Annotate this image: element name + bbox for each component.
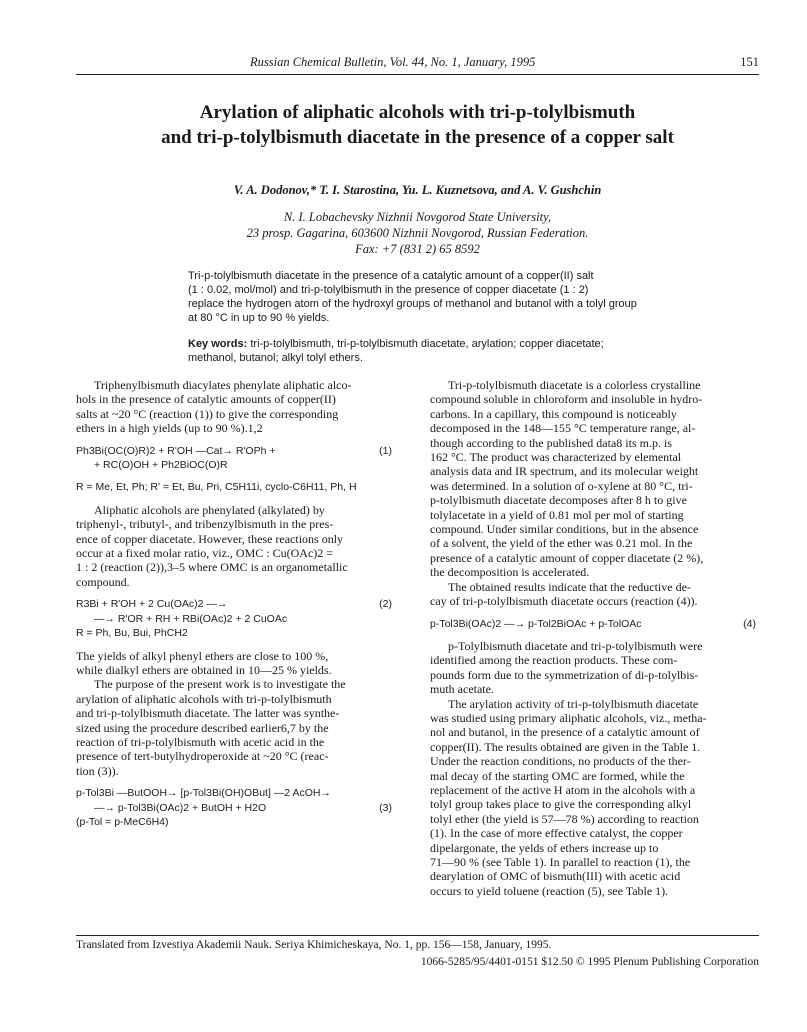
equation-3 <box>76 786 396 800</box>
text-line: The obtained results indicate that the reductive de- <box>448 579 691 594</box>
text-line: (1). In the case of more effective catalyst, the copper <box>430 826 683 841</box>
title-line: Arylation of aliphatic alcohols with tri-p-tolylbismuth <box>199 102 636 123</box>
equation-number: (1) <box>379 444 392 457</box>
equation-1 <box>76 444 396 458</box>
text-line: dipelargonate, the yelds of ethers increase up to <box>430 840 659 855</box>
text-line: muth acetate. <box>430 682 494 697</box>
text-line: nol and butanol, in the presence of a catalytic amount of <box>430 725 700 740</box>
keywords-text: tri-p-tolylbismuth, tri-p-tolylbismuth diacetate, arylation; copper diacetate; <box>250 338 604 350</box>
text-line: 1 : 2 (reaction (2)),3–5 where OMC is an organometallic <box>76 560 348 575</box>
equation-1-cont: + RC(O)OH + Ph2BiOC(O)R <box>94 459 228 472</box>
text-line: hols in the presence of catalytic amounts of copper(II) <box>76 392 336 407</box>
text-line: Aliphatic alcohols are phenylated (alkylated) by <box>94 502 325 517</box>
affiliation-line: Fax: +7 (831 2) 65 8592 <box>355 242 480 256</box>
text-line: decomposed in the 148—155 °C temperature range, al- <box>430 421 696 436</box>
text-line: was determined. In a solution of o-xylene at 80 °C, tri- <box>430 478 693 493</box>
footer-rule <box>76 935 759 936</box>
abstract-line: Tri-p-tolylbismuth diacetate in the presence of a catalytic amount of a copper(II) salt <box>188 270 594 282</box>
text-line: though according to the published data8 its m.p. is <box>430 435 672 450</box>
text-line: ethers in a high yields (up to 90 %).1,2 <box>76 421 263 436</box>
title-line: and tri-p-tolylbismuth diacetate in the presence of a copper salt <box>161 127 674 148</box>
equation-2 <box>76 597 396 611</box>
text-line: and tri-p-tolylbismuth diacetate. The latter was synthe- <box>76 706 340 721</box>
text-line: Triphenylbismuth diacylates phenylate aliphatic alco- <box>94 378 352 392</box>
text-line: copper(II). The results obtained are given in the Table 1. <box>430 739 701 754</box>
text-line: The arylation activity of tri-p-tolylbismuth diacetate <box>448 696 699 711</box>
text-line: 71—90 % (see Table 1). In parallel to reaction (1), the <box>430 855 691 869</box>
text-line: dearylation of OMC of bismuth(III) with acetic acid <box>430 869 681 884</box>
text-line: ence of copper diacetate. However, these reactions only <box>76 531 344 546</box>
text-line: p-Tolylbismuth diacetate and tri-p-tolylbismuth were <box>448 638 703 653</box>
copyright-line: 1066-5285/95/4401-0151 $12.50 © 1995 Plenum Publishing Corporation <box>420 956 759 968</box>
text-line: while dialkyl ethers are obtained in 10—25 % yields. <box>76 662 332 677</box>
text-line: presence of tert-butylhydroperoxide at ~20 °C (reac- <box>76 749 329 764</box>
text-line: cay of tri-p-tolylbismuth diacetate occurs (reaction (4)). <box>430 594 698 609</box>
text-line: p-tolylbismuth diacetate decomposes after 8 h to give <box>430 493 687 508</box>
left-column <box>76 378 396 829</box>
author-list: V. A. Dodonov,* T. I. Starostina, Yu. L. Kuznetsova, and A. V. Gushchin <box>233 183 602 197</box>
text-line: tolyl ether (the yield is 57—78 %) according to reaction <box>430 811 699 826</box>
equation-number: (3) <box>379 801 392 814</box>
equation-text: p-Tol3Bi —ButOOH→ [p-Tol3Bi(OH)OBut] —2 AcOH→ <box>76 787 331 800</box>
header-rule <box>76 74 759 75</box>
text-line: Under the reaction conditions, no products of the ther- <box>430 754 691 769</box>
text-line: analysis data and IR spectrum, and its molecular weight <box>430 464 699 479</box>
text-line: was studied using primary aliphatic alcohols, viz., metha- <box>430 710 707 725</box>
equation-4 <box>430 617 760 631</box>
equation-text: Ph3Bi(OC(O)R)2 + R'OH —Cat→ R'OPh + <box>76 444 276 457</box>
keywords-line: methanol, butanol; alkyl tolyl ethers. <box>188 352 363 364</box>
text-line: The purpose of the present work is to investigate the <box>94 677 346 692</box>
keywords <box>188 337 668 365</box>
text-line: occur at a fixed molar ratio, viz., OMC : Cu(OAc)2 = <box>76 546 334 561</box>
equation-text: R3Bi + R'OH + 2 Cu(OAc)2 —→ <box>76 598 228 611</box>
text-line: compound soluble in chloroform and insoluble in hydro- <box>430 392 703 407</box>
keywords-line <box>188 337 668 351</box>
equation-number: (2) <box>379 598 392 611</box>
text-line: the decomposition is accelerated. <box>430 565 590 580</box>
text-line: occurs to yield toluene (reaction (5), see Table 1). <box>430 883 669 898</box>
abstract-line: at 80 °C in up to 90 % yields. <box>188 312 330 324</box>
text-line: compound. Under similar conditions, but in the absence <box>430 522 699 537</box>
equation-definition: (p-Tol = p-MeC6H4) <box>76 815 169 828</box>
page-number: 151 <box>740 55 759 69</box>
equation-2-cont: —→ R'OR + RH + RBi(OAc)2 + 2 CuOAc <box>94 612 288 625</box>
text-line: pounds form due to the symmetrization of di-p-tolylbis- <box>430 667 699 682</box>
equation-text: p-Tol3Bi(OAc)2 —→ p-Tol2BiOAc + p-TolOAc <box>430 617 642 630</box>
text-line: 162 °C. The product was characterized by elemental <box>430 450 682 465</box>
text-line: tion (3)). <box>76 763 119 778</box>
text-line: tolylacetate in a yield of 0.81 mol per mol of starting <box>430 507 684 522</box>
text-line: salts at ~20 °C (reaction (1)) to give the corresponding <box>76 406 339 421</box>
equation-text: —→ p-Tol3Bi(OAc)2 + ButOH + H2O <box>94 801 267 814</box>
text-line: reaction of tri-p-tolylbismuth with acetic acid in the <box>76 734 325 749</box>
text-line: compound. <box>76 574 130 589</box>
abstract-line: replace the hydrogen atom of the hydroxyl groups of methanol and butanol with a tolyl group <box>188 298 637 310</box>
running-header: Russian Chemical Bulletin, Vol. 44, No. 1, January, 1995 <box>250 55 536 69</box>
abstract-line: (1 : 0.02, mol/mol) and tri-p-tolylbismuth in the presence of copper diacetate (1 : 2) <box>188 284 589 296</box>
affiliation <box>76 209 759 257</box>
keywords-label: Key words: <box>188 338 248 350</box>
text-line: of a solvent, the yield of the ether was 0.21 mol. In the <box>430 536 693 551</box>
text-line: Tri-p-tolylbismuth diacetate is a colorless crystalline <box>448 378 701 392</box>
text-line: presence of a catalytic amount of copper diacetate (2 %), <box>430 550 704 565</box>
text-line: replacement of the active H atom in the alcohols with a <box>430 782 696 797</box>
text-line: tolyl group takes place to give the corresponding alkyl <box>430 797 692 812</box>
equation-definition: R = Me, Et, Ph; R' = Et, Bu, Pri, C5H11i, cyclo-C6H11, Ph, H <box>76 481 357 494</box>
text-line: mal decay of the starting OMC are formed, while the <box>430 768 685 783</box>
text-line: sized using the procedure described earlier6,7 by the <box>76 720 329 735</box>
text-line: arylation of aliphatic alcohols with tri-p-tolylbismuth <box>76 691 332 706</box>
text-line: The yields of alkyl phenyl ethers are close to 100 %, <box>76 648 329 663</box>
text-line: carbons. In a capillary, this compound is noticeably <box>430 406 677 421</box>
text-line: triphenyl-, tributyl-, and tribenzylbismuth in the pres- <box>76 517 334 532</box>
equation-definition: R = Ph, Bu, Bui, PhCH2 <box>76 627 188 640</box>
equation-number: (4) <box>743 617 756 630</box>
affiliation-line: 23 prosp. Gagarina, 603600 Nizhnii Novgorod, Russian Federation. <box>246 226 589 240</box>
right-column <box>430 378 760 898</box>
translation-note: Translated from Izvestiya Akademii Nauk. Seriya Khimicheskaya, No. 1, pp. 156—158, January, 1995. <box>76 939 552 951</box>
equation-3-cont <box>76 801 396 815</box>
abstract <box>188 269 668 325</box>
article-title <box>76 100 759 150</box>
text-line: identified among the reaction products. These com- <box>430 653 678 668</box>
affiliation-line: N. I. Lobachevsky Nizhnii Novgorod State University, <box>283 210 552 224</box>
